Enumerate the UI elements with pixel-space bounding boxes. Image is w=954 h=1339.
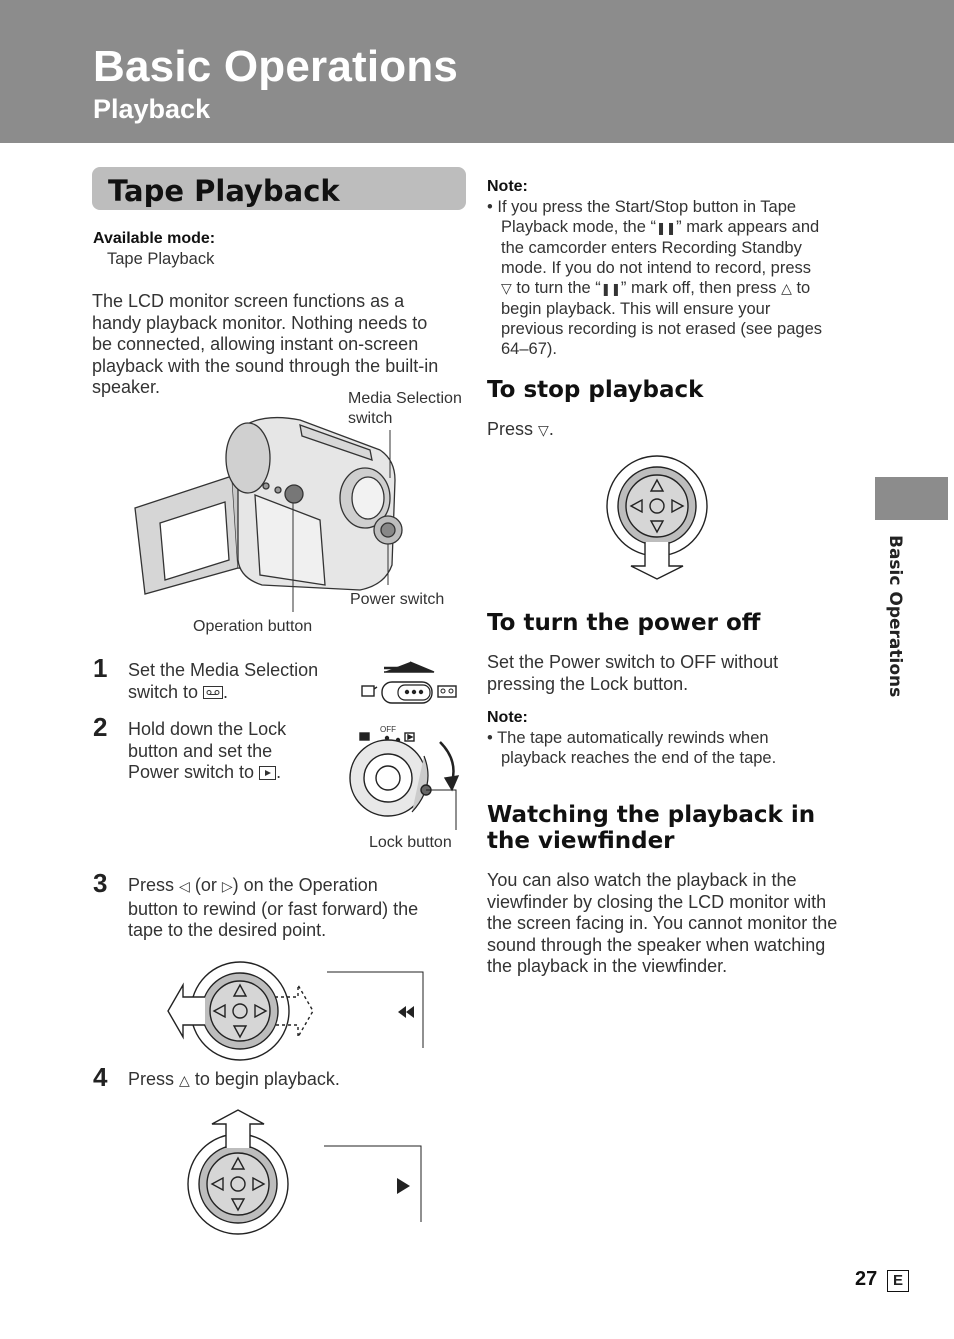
media-selection-callout: Media Selection switch <box>348 390 462 427</box>
section-title: Tape Playback <box>108 174 340 208</box>
step-1-number: 1 <box>93 653 108 683</box>
stop-playback-heading: To stop playback <box>487 377 704 403</box>
available-mode-value: Tape Playback <box>107 250 215 268</box>
off-label: OFF <box>380 725 396 734</box>
step-3-text: Press ◁ (or ▷) on the Operation button to rewind (or fast forward) the tape to the desired point. <box>128 875 419 940</box>
intro-paragraph: The LCD monitor screen functions as a handy playback monitor. Nothing needs to be connected, allowing instant on-screen playback with the sound through the built-in speaker. <box>92 291 439 397</box>
power-switch-callout: Power switch <box>350 591 445 608</box>
step-4-text: Press △ to begin playback. <box>128 1069 340 1089</box>
page-subtitle: Playback <box>93 94 211 124</box>
power-off-heading: To turn the power off <box>487 610 761 636</box>
page-language-letter: E <box>887 1270 909 1292</box>
power-off-text: Set the Power switch to OFF without pressing the Lock button. <box>487 652 779 694</box>
step-2-number: 2 <box>93 712 108 742</box>
lock-button-callout: Lock button <box>369 834 452 851</box>
pause-icon: ❚❚ <box>656 221 677 235</box>
stop-playback-text: Press ▽. <box>487 419 554 439</box>
note-2-text: • The tape automatically rewinds when playback reaches the end of the tape. <box>487 729 777 767</box>
viewfinder-text: You can also watch the playback in the viewfinder by closing the LCD monitor with the screen facing in. You cannot monitor the sound through the speaker when watching the playback in the viewfinder. <box>487 870 838 976</box>
viewfinder-heading: Watching the playback in the viewfinder <box>487 802 816 854</box>
side-tab-label: Basic Operations <box>885 535 905 698</box>
note-1-label: Note: <box>487 178 528 195</box>
step-2-text: Hold down the Lock button and set the Power switch to . <box>128 719 287 782</box>
step-1-text: Set the Media Selection switch to . <box>128 660 319 702</box>
operation-button-callout: Operation button <box>193 618 313 635</box>
page-number: 27 <box>855 1268 878 1290</box>
step-3-number: 3 <box>93 868 108 898</box>
note-1-text: • If you press the Start/Stop button in Tape Playback mode, the “❚❚” mark appears and the camcorder enters Recording Standby mode. If you do not intend to record, press ▽ to turn the “❚❚” mark off, then press △ to begin playback. This will ensure your previous recording is not erased (see pages 64–67). <box>487 198 823 358</box>
note-2-label: Note: <box>487 709 528 726</box>
available-mode-label: Available mode: <box>93 230 216 247</box>
side-tab <box>875 477 948 520</box>
page-title: Basic Operations <box>93 42 459 91</box>
step-4-number: 4 <box>93 1062 108 1092</box>
